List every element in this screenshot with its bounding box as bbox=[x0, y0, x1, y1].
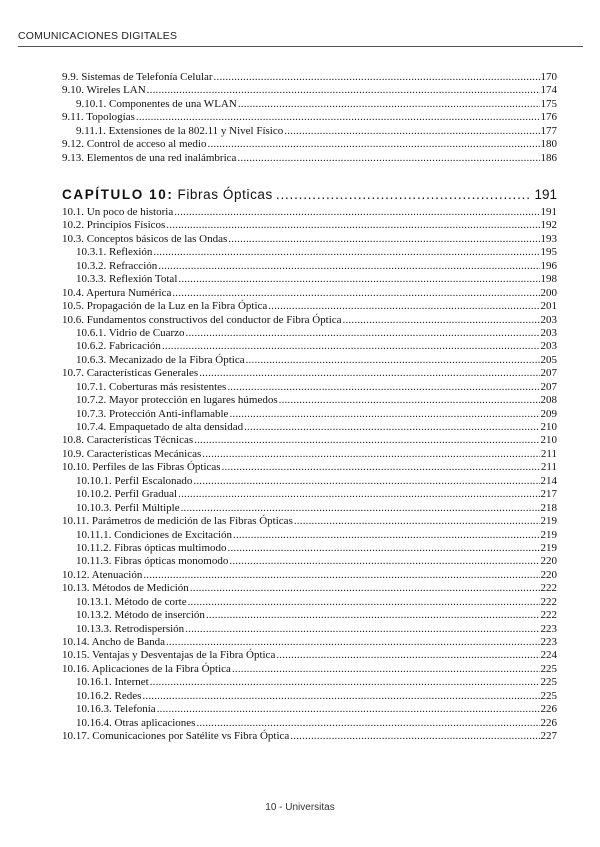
toc-page-number: 222 bbox=[540, 582, 557, 595]
toc-entry-title: 10.13.1. Método de corte bbox=[76, 595, 187, 608]
toc-page-number: 227 bbox=[540, 730, 557, 743]
toc-entry-title: 10.16.1. Internet bbox=[76, 676, 149, 689]
toc-subentry[interactable] bbox=[62, 260, 557, 273]
toc-subentry[interactable] bbox=[62, 529, 557, 542]
toc-entry-title: 10.10.1. Perfil Escalonado bbox=[76, 474, 193, 487]
dot-leader bbox=[166, 219, 539, 232]
toc-subentry[interactable] bbox=[62, 475, 557, 488]
dot-leader bbox=[178, 488, 539, 501]
toc-entry[interactable] bbox=[62, 367, 557, 380]
toc-page-number: 210 bbox=[540, 434, 557, 447]
toc-page-number: 210 bbox=[540, 421, 557, 433]
dot-leader bbox=[268, 300, 539, 313]
toc-entry-title: 10.7.3. Protección Anti-inflamable bbox=[76, 407, 229, 420]
dot-leader bbox=[186, 327, 540, 340]
toc-page-number: 170 bbox=[540, 71, 557, 83]
toc-entry-title: 9.11.1. Extensiones de la 802.11 y Nivel Físico bbox=[76, 124, 284, 137]
dot-leader bbox=[157, 703, 540, 716]
dot-leader bbox=[172, 287, 539, 300]
dot-leader bbox=[136, 111, 540, 124]
toc-entry[interactable] bbox=[62, 138, 557, 151]
toc-page-number: 224 bbox=[540, 649, 557, 662]
toc-entry-title: 10.10. Perfiles de las Fibras Ópticas bbox=[62, 461, 221, 474]
dot-leader bbox=[229, 555, 539, 568]
toc-page-number: 203 bbox=[540, 340, 557, 353]
toc-entry-title: 10.11.3. Fibras ópticas monomodo bbox=[76, 555, 229, 568]
toc-entry-title: 10.7.1. Coberturas más resistentes bbox=[76, 380, 227, 393]
toc-page-number: 223 bbox=[540, 622, 557, 635]
dot-leader bbox=[343, 314, 540, 327]
toc-page-number: 186 bbox=[540, 151, 557, 164]
toc-entry-title: 10.16.4. Otras aplicaciones bbox=[76, 716, 196, 729]
toc-entry-title: 10.6. Fundamentos constructivos del conductor de Fibra Óptica bbox=[62, 313, 342, 326]
dot-leader bbox=[174, 206, 539, 219]
toc-page-number: 226 bbox=[540, 703, 557, 716]
toc-entry-title: 9.9. Sistemas de Telefonía Celular bbox=[62, 71, 213, 83]
toc-page-number: 226 bbox=[540, 716, 557, 729]
toc-entry-title: 10.3. Conceptos básicos de las Ondas bbox=[62, 232, 228, 245]
toc-page-number: 211 bbox=[540, 447, 557, 460]
toc-entry-title: 10.16.2. Redes bbox=[76, 689, 142, 702]
toc-page-number: 220 bbox=[540, 555, 557, 568]
toc-entry-title: 10.10.2. Perfil Gradual bbox=[76, 488, 178, 501]
toc-subentry[interactable] bbox=[62, 609, 557, 622]
toc-page-number: 198 bbox=[540, 273, 557, 286]
toc-entry[interactable] bbox=[62, 515, 557, 528]
toc-subentry[interactable] bbox=[62, 623, 557, 636]
toc-page-number: 222 bbox=[540, 609, 557, 622]
toc-page-number: 208 bbox=[540, 394, 557, 407]
toc-entry-title: 10.11. Parámetros de medición de las Fibras Ópticas bbox=[62, 515, 293, 528]
toc-entry-title: 10.16. Aplicaciones de la Fibra Óptica bbox=[62, 662, 231, 675]
toc-subentry[interactable] bbox=[62, 125, 557, 138]
toc-entry[interactable] bbox=[62, 434, 557, 447]
toc-page-number: 222 bbox=[540, 595, 557, 608]
dot-leader bbox=[190, 582, 540, 595]
toc-page-number: 174 bbox=[540, 84, 557, 97]
toc-entry-title: 9.12. Control de acceso al medio bbox=[62, 138, 207, 151]
dot-leader bbox=[162, 340, 540, 353]
toc-entry-title: 10.11.2. Fibras ópticas multimodo bbox=[76, 541, 227, 554]
dot-leader bbox=[181, 502, 540, 515]
toc-subentry[interactable] bbox=[62, 676, 557, 689]
toc-entry-title: 10.5. Propagación de la Luz en la Fibra Óptica bbox=[62, 300, 268, 313]
toc-entry-title: 10.9. Características Mecánicas bbox=[62, 447, 202, 460]
dot-leader bbox=[206, 609, 540, 622]
toc-subentry[interactable] bbox=[62, 327, 557, 340]
dot-leader bbox=[233, 529, 539, 542]
toc-entry[interactable] bbox=[62, 461, 557, 474]
dot-leader bbox=[150, 676, 540, 689]
dot-leader bbox=[214, 71, 540, 84]
toc-entry-title: 9.10.1. Componentes de una WLAN bbox=[76, 97, 237, 110]
toc-subentry[interactable] bbox=[62, 703, 557, 716]
toc-entry-title: 10.12. Atenuación bbox=[62, 568, 143, 581]
toc-entry-title: 10.10.3. Perfil Múltiple bbox=[76, 501, 180, 514]
dot-leader bbox=[232, 663, 540, 676]
toc-page-number: 219 bbox=[540, 541, 557, 554]
toc-page-number: 205 bbox=[540, 353, 557, 366]
toc-page-number: 196 bbox=[540, 259, 557, 272]
toc-subentry[interactable] bbox=[62, 340, 557, 353]
toc-subentry[interactable] bbox=[62, 354, 557, 367]
toc-page-number: 225 bbox=[540, 662, 557, 675]
dot-leader bbox=[202, 448, 540, 461]
toc-page-number: 211 bbox=[540, 461, 557, 474]
toc-entry[interactable] bbox=[62, 287, 557, 300]
toc-entry[interactable] bbox=[62, 84, 557, 97]
toc-subentry[interactable] bbox=[62, 717, 557, 730]
chapter-label: CAPÍTULO 10: bbox=[62, 187, 174, 202]
toc-subentry[interactable] bbox=[62, 542, 557, 555]
toc-entry[interactable] bbox=[62, 300, 557, 313]
dot-leader bbox=[194, 434, 539, 447]
toc-entry[interactable] bbox=[62, 314, 557, 327]
toc-subentry[interactable] bbox=[62, 246, 557, 259]
toc-entry[interactable] bbox=[62, 152, 557, 165]
toc-page-number: 177 bbox=[540, 124, 557, 137]
dot-leader bbox=[158, 260, 539, 273]
toc-page-number: 203 bbox=[540, 326, 557, 339]
dot-leader bbox=[147, 84, 540, 97]
dot-leader bbox=[238, 98, 540, 111]
dot-leader bbox=[178, 273, 539, 286]
toc-page-number: 219 bbox=[540, 528, 557, 541]
toc-page-number: 191 bbox=[540, 206, 557, 218]
toc-subentry[interactable] bbox=[62, 596, 557, 609]
toc-entry[interactable] bbox=[62, 206, 557, 219]
toc-subentry[interactable] bbox=[62, 421, 557, 434]
dot-leader bbox=[244, 421, 539, 434]
toc-subentry[interactable] bbox=[62, 502, 557, 515]
toc-page-number: 193 bbox=[540, 232, 557, 245]
toc-page-number: 225 bbox=[540, 689, 557, 702]
dot-leader bbox=[208, 138, 540, 151]
dot-leader bbox=[246, 354, 540, 367]
toc-entry[interactable] bbox=[62, 111, 557, 124]
dot-leader bbox=[196, 717, 539, 730]
dot-leader bbox=[228, 233, 539, 246]
toc-page-number: 220 bbox=[540, 568, 557, 581]
toc-entry-title: 9.11. Topologías bbox=[62, 111, 135, 124]
dot-leader bbox=[228, 542, 540, 555]
dot-leader bbox=[294, 515, 540, 528]
running-header: COMUNICACIONES DIGITALES bbox=[18, 30, 583, 47]
toc-subentry[interactable] bbox=[62, 394, 557, 407]
toc-entry[interactable] bbox=[62, 233, 557, 246]
toc-entry[interactable] bbox=[62, 569, 557, 582]
toc-page-number: 200 bbox=[540, 286, 557, 299]
toc-entry-title: 10.15. Ventajas y Desventajas de la Fibra Óptica bbox=[62, 649, 276, 662]
toc-entry-title: 10.6.3. Mecanizado de la Fibra Óptica bbox=[76, 353, 245, 366]
toc-entry-title: 10.3.3. Reflexión Total bbox=[76, 273, 178, 286]
dot-leader bbox=[185, 623, 539, 636]
toc-entry-title: 10.11.1. Condiciones de Excitación bbox=[76, 528, 233, 541]
toc-page-number: 219 bbox=[540, 515, 557, 528]
dot-leader bbox=[279, 394, 540, 407]
dot-leader bbox=[276, 649, 539, 662]
dot-leader bbox=[199, 367, 539, 380]
toc-entry-title: 10.16.3. Telefonía bbox=[76, 703, 156, 716]
toc-subentry[interactable] bbox=[62, 408, 557, 421]
toc-entry-title: 10.6.2. Fabricación bbox=[76, 340, 161, 353]
toc-page-number: 223 bbox=[540, 636, 557, 648]
toc-page-number: 209 bbox=[540, 407, 557, 420]
toc-entry[interactable] bbox=[62, 582, 557, 595]
toc-section-chapter-10 bbox=[62, 186, 557, 744]
toc-page-number: 214 bbox=[540, 474, 557, 487]
toc-subentry[interactable] bbox=[62, 488, 557, 501]
toc-entry-title: 10.1. Un poco de historia bbox=[62, 206, 174, 218]
dot-leader bbox=[227, 381, 539, 394]
toc-entry-title: 10.3.1. Reflexión bbox=[76, 246, 153, 259]
toc-page-number: 207 bbox=[540, 367, 557, 380]
toc-page-number: 218 bbox=[540, 501, 557, 514]
toc-page-number: 217 bbox=[540, 488, 557, 501]
toc-entry-title: 10.2. Principios Físicos bbox=[62, 219, 166, 232]
toc-entry[interactable] bbox=[62, 663, 557, 676]
dot-leader bbox=[153, 246, 539, 259]
toc-entry-title: 10.7. Características Generales bbox=[62, 367, 199, 380]
toc-section-previous bbox=[62, 71, 557, 165]
toc-entry-title: 10.7.2. Mayor protección en lugares húmedos bbox=[76, 394, 278, 407]
toc-page-number: 207 bbox=[540, 380, 557, 393]
dot-leader bbox=[290, 730, 539, 743]
chapter-page-number: 191 bbox=[534, 187, 557, 202]
toc-entry[interactable] bbox=[62, 71, 557, 84]
toc-entry-title: 10.14. Ancho de Banda bbox=[62, 636, 165, 648]
toc-entry-title: 9.13. Elementos de una red inalámbrica bbox=[62, 151, 237, 164]
dot-leader bbox=[188, 596, 540, 609]
chapter-heading[interactable] bbox=[62, 186, 557, 204]
toc-entry-title: 10.13.3. Retrodispersión bbox=[76, 622, 185, 635]
toc-entry-title: 10.8. Características Técnicas bbox=[62, 434, 194, 447]
toc-subentry[interactable] bbox=[62, 690, 557, 703]
toc-entry-title: 10.6.1. Vidrio de Cuarzo bbox=[76, 326, 185, 339]
dot-leader bbox=[237, 152, 539, 165]
dot-leader bbox=[222, 461, 540, 474]
toc-subentry[interactable] bbox=[62, 555, 557, 568]
toc-subentry[interactable] bbox=[62, 273, 557, 286]
toc-page-number: 225 bbox=[540, 676, 557, 689]
toc-entry[interactable] bbox=[62, 730, 557, 743]
toc-page-number: 175 bbox=[540, 97, 557, 110]
toc-entry[interactable] bbox=[62, 636, 557, 649]
toc-entry-title: 10.13.2. Método de inserción bbox=[76, 609, 205, 622]
dot-leader bbox=[229, 408, 539, 421]
toc-entry[interactable] bbox=[62, 448, 557, 461]
toc-entry-title: 10.3.2. Refracción bbox=[76, 259, 158, 272]
toc-page-number: 195 bbox=[540, 246, 557, 259]
toc-page-number: 192 bbox=[540, 219, 557, 232]
toc-entry-title: 10.4. Apertura Numérica bbox=[62, 286, 172, 299]
dot-leader bbox=[166, 636, 540, 649]
dot-leader bbox=[142, 690, 539, 703]
dot-leader bbox=[276, 186, 532, 204]
page-footer: 10 - Universitas bbox=[265, 802, 335, 813]
toc-subentry[interactable] bbox=[62, 381, 557, 394]
dot-leader bbox=[193, 475, 539, 488]
toc-page-number: 203 bbox=[540, 313, 557, 326]
toc-entry[interactable] bbox=[62, 649, 557, 662]
dot-leader bbox=[143, 569, 539, 582]
toc-entry-title: 9.10. Wireles LAN bbox=[62, 84, 146, 97]
toc-entry-title: 10.13. Métodos de Medición bbox=[62, 582, 189, 595]
toc-page-number: 180 bbox=[540, 138, 557, 151]
toc-entry-title: 10.17. Comunicaciones por Satélite vs Fibra Óptica bbox=[62, 730, 290, 743]
toc-subentry[interactable] bbox=[62, 98, 557, 111]
dot-leader bbox=[284, 125, 539, 138]
chapter-entries bbox=[62, 206, 557, 744]
toc-page-number: 176 bbox=[540, 111, 557, 124]
toc-entry[interactable] bbox=[62, 219, 557, 232]
toc-entry-title: 10.7.4. Empaquetado de alta densidad bbox=[76, 421, 244, 433]
toc-page-number: 201 bbox=[540, 300, 557, 313]
chapter-title: Fibras Ópticas bbox=[177, 187, 273, 202]
